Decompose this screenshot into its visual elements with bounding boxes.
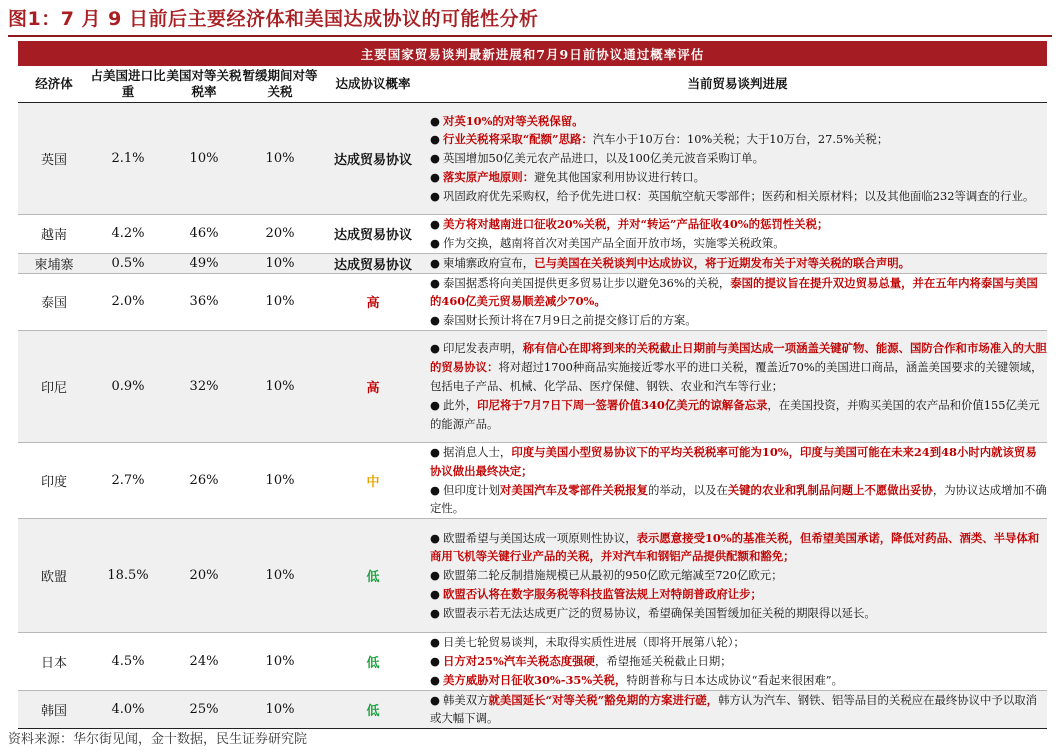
progress-bullet	[430, 149, 1047, 168]
deal-probability-cell: 高	[318, 273, 428, 330]
table-row	[18, 253, 1047, 273]
highlighted-text: 行业关税将采取“配额”思路：	[442, 132, 593, 147]
import-share-cell: 0.9%	[90, 330, 166, 442]
column-header-row	[18, 66, 1047, 103]
paused-rate-cell: 10%	[242, 103, 318, 215]
progress-text: 欧盟表示若无法达成更广泛的贸易协议，希望确保美国暂缓加征关税的期限得以延长。	[442, 605, 876, 620]
progress-bullet	[430, 254, 1047, 273]
import-share-cell: 2.7%	[90, 442, 166, 518]
bullet-icon: ●	[430, 605, 440, 620]
progress-bullet	[430, 215, 1047, 234]
col-header-reciprocal-rate: 美国对等关税税率	[166, 66, 242, 103]
highlighted-text: 印度与美国小型贸易协议下的平均关税税率可能为10%，印度与美国可能在未来24到48小时内就该贸易协议做出最终决定；	[430, 444, 1037, 478]
reciprocal-rate-cell: 10%	[166, 103, 242, 215]
col-header-deal-probability: 达成协议概率	[318, 66, 428, 103]
deal-probability-cell: 达成贸易协议	[318, 103, 428, 215]
highlighted-text: 美方将对越南进口征收20%关税，并对“转运”产品征收40%的惩罚性关税；	[442, 217, 829, 231]
paused-rate-cell: 10%	[242, 633, 318, 690]
bullet-icon: ●	[430, 530, 440, 545]
progress-text: ，为协议达成增加不确定性。	[430, 482, 1047, 516]
progress-text: 特朗普称与日本达成协议“看起来很困难”。	[626, 672, 844, 687]
trade-negotiation-table	[18, 41, 1047, 729]
bullet-icon: ●	[430, 275, 440, 290]
progress-notes-cell	[428, 519, 1047, 633]
economy-cell: 韩国	[18, 690, 90, 729]
table-row	[18, 519, 1047, 633]
progress-bullet	[430, 671, 1047, 690]
progress-text: ，希望拖延关税截止日期；	[594, 653, 732, 668]
bullet-icon: ●	[430, 235, 440, 250]
paused-rate-cell: 10%	[242, 519, 318, 633]
table-banner	[18, 41, 1047, 66]
progress-bullet	[430, 168, 1047, 187]
col-header-import-share: 占美国进口比重	[90, 66, 166, 103]
import-share-cell: 4.0%	[90, 690, 166, 729]
progress-bullet	[430, 274, 1047, 312]
progress-bullet	[430, 112, 1047, 131]
table-row	[18, 442, 1047, 518]
bullet-icon: ●	[430, 313, 440, 328]
col-header-economy: 经济体	[18, 66, 90, 103]
progress-notes-cell	[428, 253, 1047, 273]
import-share-cell: 18.5%	[90, 519, 166, 633]
paused-rate-cell: 10%	[242, 330, 318, 442]
economy-cell: 泰国	[18, 273, 90, 330]
bullet-icon: ●	[430, 653, 440, 668]
reciprocal-rate-cell: 25%	[166, 690, 242, 729]
import-share-cell: 4.2%	[90, 215, 166, 254]
economy-cell: 柬埔寨	[18, 253, 90, 273]
table-row	[18, 690, 1047, 729]
bullet-icon: ●	[430, 692, 440, 707]
progress-text: 英国增加50亿美元农产品进口，以及100亿美元波音采购订单。	[442, 151, 764, 166]
deal-probability-cell: 低	[318, 690, 428, 729]
import-share-cell: 4.5%	[90, 633, 166, 690]
paused-rate-cell: 10%	[242, 442, 318, 518]
progress-bullet	[430, 604, 1047, 623]
progress-bullet	[430, 396, 1047, 434]
progress-text: 韩方认为汽车、钢铁、铝等品目的关税应在最终协议中予以取消或大幅下调。	[430, 692, 1038, 726]
bullet-icon: ●	[430, 151, 440, 166]
progress-notes-cell	[428, 273, 1047, 330]
progress-bullet	[430, 339, 1047, 395]
reciprocal-rate-cell: 36%	[166, 273, 242, 330]
highlighted-text: 泰国的提议旨在提升双边贸易总量，并在五年内将泰国与美国的460亿美元贸易顺差减少70%。	[430, 275, 1038, 309]
bullet-icon: ●	[430, 397, 440, 412]
bullet-icon: ●	[430, 255, 440, 270]
deal-probability-cell: 低	[318, 519, 428, 633]
economy-cell: 欧盟	[18, 519, 90, 633]
paused-rate-cell: 10%	[242, 273, 318, 330]
table-body	[18, 103, 1047, 729]
progress-text: 汽车小于10万台：10%关税；大于10万台，27.5%关税；	[592, 132, 889, 147]
highlighted-text: 就美国延长“对等关税”豁免期的方案进行磋，	[488, 692, 719, 707]
highlighted-text: 对美国汽车及零部件关税报复	[499, 482, 649, 497]
reciprocal-rate-cell: 46%	[166, 215, 242, 254]
import-share-cell: 2.1%	[90, 103, 166, 215]
economy-cell: 印度	[18, 442, 90, 518]
progress-text: ，在美国投资，并购买美国的农产品和价值155亿美元的能源产品。	[430, 397, 1040, 431]
col-header-progress: 当前贸易谈判进展	[428, 66, 1047, 103]
bullet-icon: ●	[430, 568, 440, 583]
progress-text: 欧盟希望与美国达成一项原则性协议，	[442, 530, 637, 545]
progress-notes-cell	[428, 103, 1047, 215]
progress-text: 此外，	[442, 397, 478, 412]
highlighted-text: 关键的农业和乳制品问题上不愿做出妥协	[727, 482, 933, 497]
progress-bullet	[430, 633, 1047, 652]
source-note: 资料来源：华尔街见闻，金十数据，民生证券研究院	[8, 732, 308, 747]
progress-notes-cell	[428, 633, 1047, 690]
bullet-icon: ●	[430, 217, 440, 231]
highlighted-text: 日方对25%汽车关税态度强硬	[442, 653, 595, 668]
progress-bullet	[430, 691, 1047, 729]
progress-bullet	[430, 566, 1047, 585]
progress-notes-cell	[428, 330, 1047, 442]
bullet-icon: ●	[430, 341, 440, 356]
progress-text: 韩美双方	[442, 692, 489, 707]
deal-probability-cell: 达成贸易协议	[318, 253, 428, 273]
bullet-icon: ●	[430, 587, 440, 602]
title-divider	[8, 35, 1052, 37]
progress-text: 作为交换，越南将首次对美国产品全面开放市场，实施零关税政策。	[442, 235, 785, 250]
progress-bullet	[430, 187, 1047, 206]
progress-text: 欧盟第二轮反制措施规模已从最初的950亿欧元缩减至720亿欧元；	[442, 568, 783, 583]
economy-cell: 英国	[18, 103, 90, 215]
highlighted-text: 称有信心在即将到来的关税截止日期前与美国达成一项涵盖关键矿物、能源、国防合作和市场准入的大胆的贸易协议：	[430, 341, 1047, 375]
progress-bullet	[430, 652, 1047, 671]
progress-text: 的举动，以及在	[648, 482, 728, 497]
col-header-paused-rate: 暂缓期间对等关税	[242, 66, 318, 103]
highlighted-text: 表示愿意接受10%的基准关税，但希望美国承诺，降低对药品、酒类、半导体和商用飞机等关键行业产品的关税，并对汽车和钢铝产品提供配额和豁免；	[430, 530, 1040, 564]
table-title: 主要国家贸易谈判最新进展和7月9日前协议通过概率评估	[18, 41, 1047, 66]
reciprocal-rate-cell: 20%	[166, 519, 242, 633]
bullet-icon: ●	[430, 444, 440, 459]
progress-text: 将对超过1700种商品实施接近零水平的进口关税，覆盖近70%的美国进口商品，涵盖美国要求的关键领域，包括电子产品、机械、化学品、医疗保健、钢铁、农业和汽车等行业；	[430, 360, 1043, 394]
table-row	[18, 215, 1047, 254]
table-row	[18, 273, 1047, 330]
economy-cell: 日本	[18, 633, 90, 690]
progress-text: 但印度计划	[442, 482, 500, 497]
progress-bullet	[430, 585, 1047, 604]
progress-text: 柬埔寨政府宣布，	[442, 255, 535, 270]
progress-bullet	[430, 130, 1047, 149]
highlighted-text: 已与美国在关税谈判中达成协议，将于近期发布关于对等关税的联合声明。	[534, 255, 910, 270]
reciprocal-rate-cell: 32%	[166, 330, 242, 442]
progress-text: 印尼发表声明，	[442, 341, 523, 356]
progress-notes-cell	[428, 442, 1047, 518]
deal-probability-cell: 中	[318, 442, 428, 518]
deal-probability-cell: 高	[318, 330, 428, 442]
highlighted-text: 欧盟否认将在数字服务税等科技监管法规上对特朗普政府让步；	[442, 587, 762, 602]
bullet-icon: ●	[430, 635, 440, 650]
reciprocal-rate-cell: 24%	[166, 633, 242, 690]
paused-rate-cell: 20%	[242, 215, 318, 254]
reciprocal-rate-cell: 49%	[166, 253, 242, 273]
bullet-icon: ●	[430, 113, 440, 128]
reciprocal-rate-cell: 26%	[166, 442, 242, 518]
progress-bullet	[430, 311, 1047, 330]
table-row	[18, 633, 1047, 690]
highlighted-text: 对英10%的对等关税保留。	[442, 113, 584, 128]
progress-bullet	[430, 443, 1047, 481]
progress-notes-cell	[428, 215, 1047, 254]
deal-probability-cell: 低	[318, 633, 428, 690]
table-row	[18, 330, 1047, 442]
bullet-icon: ●	[430, 482, 440, 497]
progress-text: 避免其他国家利用协议进行转口。	[534, 169, 705, 184]
paused-rate-cell: 10%	[242, 253, 318, 273]
table-row	[18, 103, 1047, 215]
progress-text: 巩固政府优先采购权，给予优先进口权：英国航空航天零部件；医药和相关原材料；以及其他面临232等调查的行业。	[442, 188, 1035, 203]
import-share-cell: 0.5%	[90, 253, 166, 273]
paused-rate-cell: 10%	[242, 690, 318, 729]
economy-cell: 印尼	[18, 330, 90, 442]
progress-text: 泰国据悉将向美国提供更多贸易让步以避免36%的关税，	[442, 275, 731, 290]
progress-text: 日美七轮贸易谈判，未取得实质性进展（即将开展第八轮）；	[442, 635, 745, 650]
bullet-icon: ●	[430, 672, 440, 687]
economy-cell: 越南	[18, 215, 90, 254]
highlighted-text: 美方威胁对日征收30%-35%关税，	[442, 672, 627, 687]
bullet-icon: ●	[430, 188, 440, 203]
bullet-icon: ●	[430, 169, 440, 184]
figure-title: 图1：7 月 9 日前后主要经济体和美国达成协议的可能性分析	[8, 8, 539, 30]
progress-text: 据消息人士，	[442, 444, 512, 459]
deal-probability-cell: 达成贸易协议	[318, 215, 428, 254]
highlighted-text: 落实原产地原则：	[442, 169, 535, 184]
highlighted-text: 印尼将于7月7日下周一签署价值340亿美元的谅解备忘录	[477, 397, 768, 412]
progress-text: 泰国财长预计将在7月9日之前提交修订后的方案。	[442, 313, 697, 328]
progress-bullet	[430, 529, 1047, 567]
progress-bullet	[430, 234, 1047, 253]
progress-bullet	[430, 481, 1047, 519]
import-share-cell: 2.0%	[90, 273, 166, 330]
progress-notes-cell	[428, 690, 1047, 729]
bullet-icon: ●	[430, 132, 440, 147]
